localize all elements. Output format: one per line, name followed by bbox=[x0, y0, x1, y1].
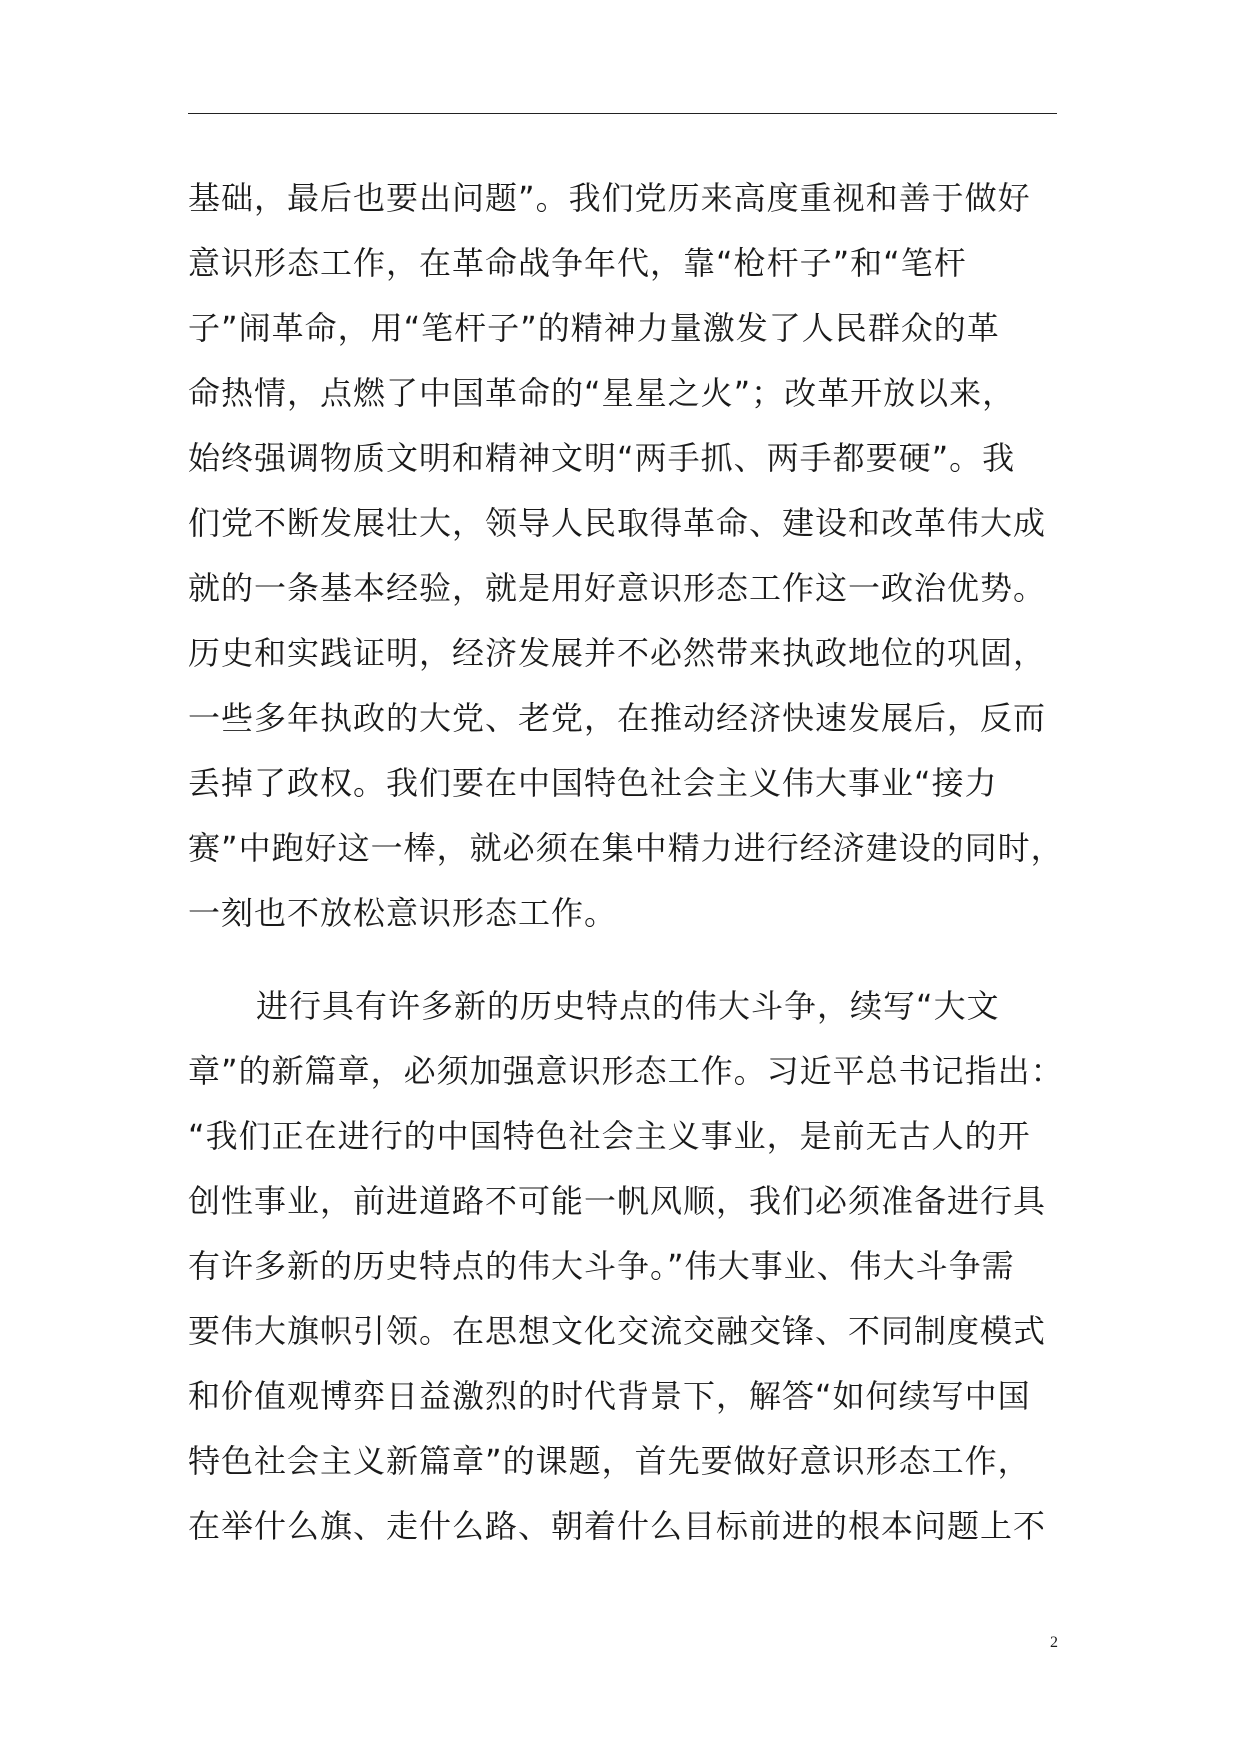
text-line: 意识形态工作，在革命战争年代，靠“枪杆子”和“笔杆 bbox=[188, 244, 967, 282]
header-rule bbox=[188, 113, 1057, 114]
text-line: 进行具有许多新的历史特点的伟大斗争，续写“大文 bbox=[256, 987, 1000, 1025]
text-line: 创性事业，前进道路不可能一帆风顺，我们必须准备进行具 bbox=[188, 1182, 1047, 1220]
text-line: 命热情，点燃了中国革命的“星星之火”；改革开放以来， bbox=[188, 374, 1016, 412]
text-line: 丢掉了政权。我们要在中国特色社会主义伟大事业“接力 bbox=[188, 764, 998, 802]
text-line: 要伟大旗帜引领。在思想文化交流交融交锋、不同制度模式 bbox=[188, 1312, 1047, 1350]
text-line: 赛”中跑好这一棒，就必须在集中精力进行经济建设的同时， bbox=[188, 829, 1064, 867]
text-line: 子”闹革命，用“笔杆子”的精神力量激发了人民群众的革 bbox=[188, 309, 1000, 347]
text-line: 始终强调物质文明和精神文明“两手抓、两手都要硬”。我 bbox=[188, 439, 1016, 477]
document-body bbox=[188, 166, 1064, 1559]
text-line: 一些多年执政的大党、老党，在推动经济快速发展后，反而 bbox=[188, 699, 1047, 737]
text-line: 和价值观博弈日益激烈的时代背景下，解答“如何续写中国 bbox=[188, 1377, 1031, 1415]
text-line: 们党不断发展壮大，领导人民取得革命、建设和改革伟大成 bbox=[188, 504, 1047, 542]
paragraph-2 bbox=[188, 974, 1064, 1559]
text-line: 就的一条基本经验，就是用好意识形态工作这一政治优势。 bbox=[188, 569, 1047, 607]
text-line: 特色社会主义新篇章”的课题，首先要做好意识形态工作， bbox=[188, 1442, 1031, 1480]
text-line: 章”的新篇章，必须加强意识形态工作。习近平总书记指出： bbox=[188, 1052, 1064, 1090]
text-line: 有许多新的历史特点的伟大斗争。”伟大事业、伟大斗争需 bbox=[188, 1247, 1015, 1285]
text-line: 历史和实践证明，经济发展并不必然带来执政地位的巩固， bbox=[188, 634, 1047, 672]
paragraph-1 bbox=[188, 166, 1064, 946]
text-line: “我们正在进行的中国特色社会主义事业，是前无古人的开 bbox=[188, 1117, 1031, 1155]
page-number: 2 bbox=[1050, 1634, 1058, 1651]
text-line: 基础，最后也要出问题”。我们党历来高度重视和善于做好 bbox=[188, 179, 1031, 217]
paragraph-gap bbox=[188, 946, 1057, 974]
text-line: 一刻也不放松意识形态工作。 bbox=[188, 894, 618, 932]
text-line: 在举什么旗、走什么路、朝着什么目标前进的根本问题上不 bbox=[188, 1507, 1047, 1545]
